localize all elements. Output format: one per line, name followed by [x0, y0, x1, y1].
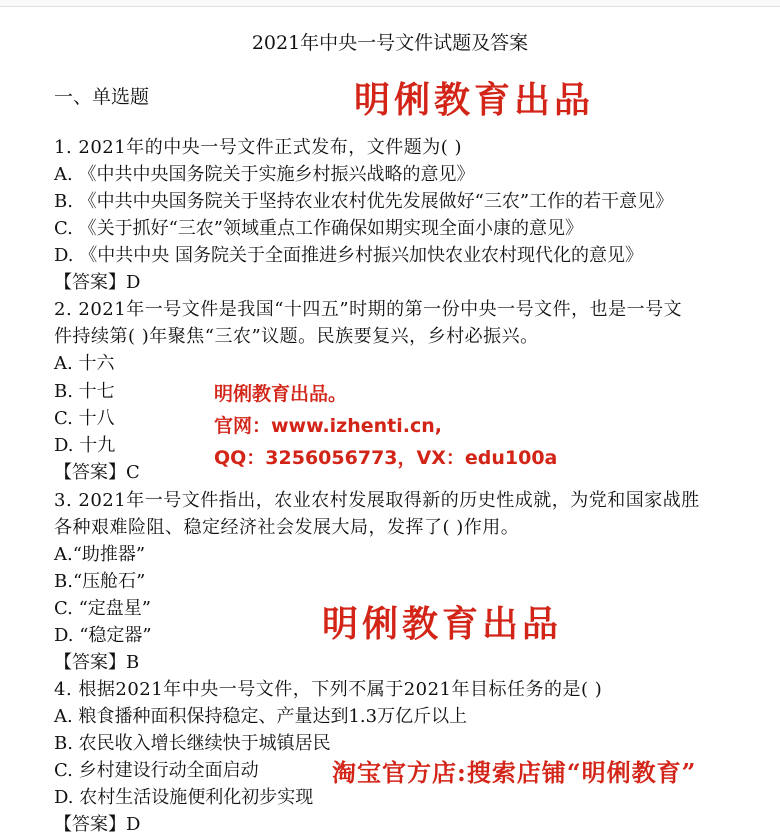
watermark-info-brand: 明俐教育出品。	[214, 383, 348, 405]
answer-line: 【答案】C	[54, 462, 140, 483]
question-line: 4. 根据2021年中央一号文件，下列不属于2021年目标任务的是( )	[54, 679, 603, 700]
option-line: A.“助推器”	[54, 544, 146, 565]
option-line: B. 农民收入增长继续快于城镇居民	[54, 733, 331, 754]
watermark-shop: 淘宝官方店:搜索店铺“明俐教育”	[332, 758, 697, 787]
option-line: B. 《中共中央国务院关于坚持农业农村优先发展做好“三农”工作的若干意见》	[54, 191, 674, 212]
option-line: D. “稳定器”	[54, 625, 152, 646]
watermark-info-site: 官网：www.izhenti.cn,	[214, 415, 442, 437]
question-line: 各种艰难险阻、稳定经济社会发展大局，发挥了( )作用。	[54, 517, 520, 538]
question-line: 2. 2021年一号文件是我国“十四五”时期的第一份中央一号文件，也是一号文	[54, 299, 683, 320]
answer-line: 【答案】D	[54, 272, 141, 293]
option-line: D. 十九	[54, 435, 116, 456]
option-line: A. 十六	[54, 353, 115, 374]
option-line: B.“压舱石”	[54, 571, 146, 592]
option-line: C. 十八	[54, 408, 115, 429]
watermark-info-contact: QQ：3256056773，VX：edu100a	[214, 447, 558, 469]
question-line: 1. 2021年的中央一号文件正式发布，文件题为( )	[54, 137, 462, 158]
option-line: C. 《关于抓好“三农”领域重点工作确保如期实现全面小康的意见》	[54, 218, 583, 239]
option-line: D. 农村生活设施便利化初步实现	[54, 787, 314, 808]
watermark-middle: 明俐教育出品	[322, 603, 563, 645]
question-line: 件持续第( )年聚焦“三农”议题。民族要复兴，乡村必振兴。	[54, 326, 539, 347]
option-line: A. 《中共中央国务院关于实施乡村振兴战略的意见》	[54, 164, 475, 185]
option-line: C. “定盘星”	[54, 598, 151, 619]
answer-line: 【答案】D	[54, 814, 141, 835]
watermark-top: 明俐教育出品	[354, 79, 595, 121]
option-line: D. 《中共中央 国务院关于全面推进乡村振兴加快农业农村现代化的意见》	[54, 245, 643, 266]
option-line: C. 乡村建设行动全面启动	[54, 760, 259, 781]
section-heading: 一、单选题	[54, 86, 150, 108]
top-toolbar-edge	[0, 0, 780, 7]
option-line: B. 十七	[54, 381, 115, 402]
answer-line: 【答案】B	[54, 652, 140, 673]
question-line: 3. 2021年一号文件指出，农业农村发展取得新的历史性成就，为党和国家战胜	[54, 490, 700, 511]
option-line: A. 粮食播种面积保持稳定、产量达到1.3万亿斤以上	[54, 706, 468, 727]
document-title: 2021年中央一号文件试题及答案	[251, 32, 529, 54]
